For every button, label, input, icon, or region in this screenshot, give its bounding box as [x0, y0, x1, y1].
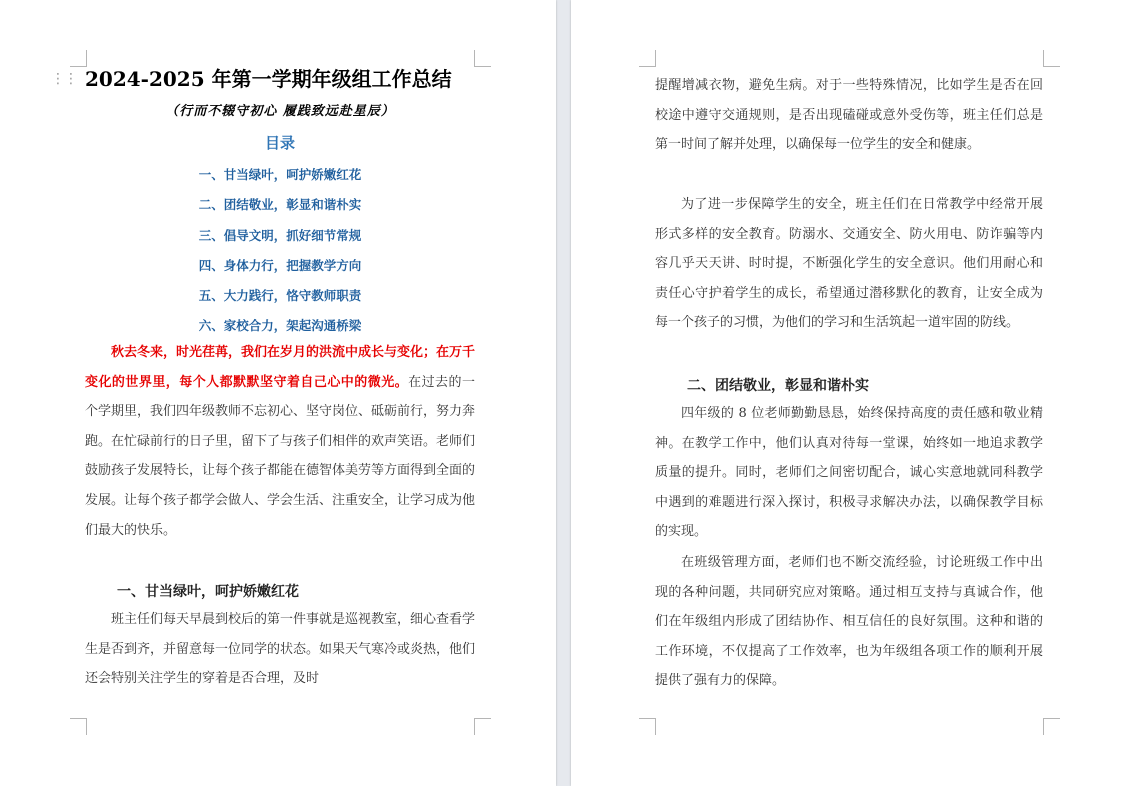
toc-item[interactable]: 六、家校合力，架起沟通桥梁: [198, 318, 362, 333]
margin-corner-mark: [70, 718, 87, 735]
document-subtitle[interactable]: （行而不辍守初心 履践致远赴星辰）: [165, 104, 395, 119]
margin-corner-mark: [70, 50, 87, 67]
margin-corner-mark: [474, 718, 491, 735]
margin-corner-mark: [639, 718, 656, 735]
toc-item[interactable]: 四、身体力行，把握教学方向: [198, 258, 362, 273]
section-heading[interactable]: 二、团结敬业，彰显和谐朴实: [687, 378, 869, 394]
toc-item[interactable]: 五、大力践行，恪守教师职责: [198, 288, 362, 303]
toc-item[interactable]: 三、倡导文明，抓好细节常规: [198, 228, 362, 243]
margin-corner-mark: [1043, 50, 1060, 67]
toc-item[interactable]: 一、甘当绿叶，呵护娇嫩红花: [198, 167, 362, 182]
margin-corner-mark: [474, 50, 491, 67]
section1-paragraph-continued[interactable]: 提醒增减衣物，避免生病。对于一些特殊情况，比如学生是否在回校途中遵守交通规则，是否出现磕碰或意外受伤等，班主任们总是第一时间了解并处理，以确保每一位学生的安全和健康。: [655, 78, 1043, 153]
toc-item[interactable]: 二、团结敬业，彰显和谐朴实: [198, 197, 362, 212]
intro-text: 在过去的一个学期里，我们四年级教师不忘初心、坚守岗位、砥砺前行，努力奔跑。在忙碌前行的日子里，留下了与孩子们相伴的欢声笑语。老师们鼓励孩子发展特长，让每个孩子都能在德智体美劳等方面得到全面的发展。让每个孩子都学会做人、学会生活、注重安全，让学习成为他们最大的快乐。: [85, 374, 476, 538]
margin-corner-mark: [639, 50, 656, 67]
section1-paragraph[interactable]: 班主任们每天早晨到校后的第一件事就是巡视教室，细心查看学生是否到齐，并留意每一位同学的状态。如果天气寒冷或炎热，他们还会特别关注学生的穿着是否合理，及时: [85, 612, 476, 687]
intro-highlight: 秋去冬来，时光荏苒，我们在岁月的洪流中成长与变化；在万千变化的世界里，每个人都默默坚守着自己心中的微光。: [85, 345, 476, 390]
margin-corner-mark: [1043, 718, 1060, 735]
document-title[interactable]: 2024-2025 年第一学期年级组工作总结: [85, 67, 452, 91]
section1-paragraph[interactable]: 为了进一步保障学生的安全，班主任们在日常教学中经常开展形式多样的安全教育。防溺水、交通安全、防火用电、防诈骗等内容几乎天天讲、时时提，不断强化学生的安全意识。他们用耐心和责任心守护着学生的成长，希望通过潜移默化的教育，让安全成为每一个孩子的习惯，为他们的学习和生活筑起一道牢固的防线。: [655, 197, 1043, 331]
section2-paragraph[interactable]: 在班级管理方面，老师们也不断交流经验，讨论班级工作中出现的各种问题，共同研究应对策略。通过相互支持与真诚合作，他们在年级组内形成了团结协作、相互信任的良好氛围。这种和谐的工作环境，不仅提高了工作效率，也为年级组各项工作的顺利开展提供了强有力的保障。: [655, 555, 1043, 689]
drag-handle-icon[interactable]: ⋮⋮: [51, 71, 77, 87]
intro-paragraph[interactable]: [85, 338, 475, 545]
section2-paragraph[interactable]: 四年级的 8 位老师勤勤恳恳，始终保持高度的责任感和敬业精神。在教学工作中，他们认真对待每一堂课，始终如一地追求教学质量的提升。同时，老师们之间密切配合，诚心实意地就同科教学中遇到的难题进行深入探讨，积极寻求解决办法，以确保教学目标的实现。: [655, 406, 1043, 540]
toc-title[interactable]: 目录: [264, 134, 295, 152]
document-page-left: [0, 0, 556, 786]
section-heading[interactable]: 一、甘当绿叶，呵护娇嫩红花: [117, 584, 299, 600]
